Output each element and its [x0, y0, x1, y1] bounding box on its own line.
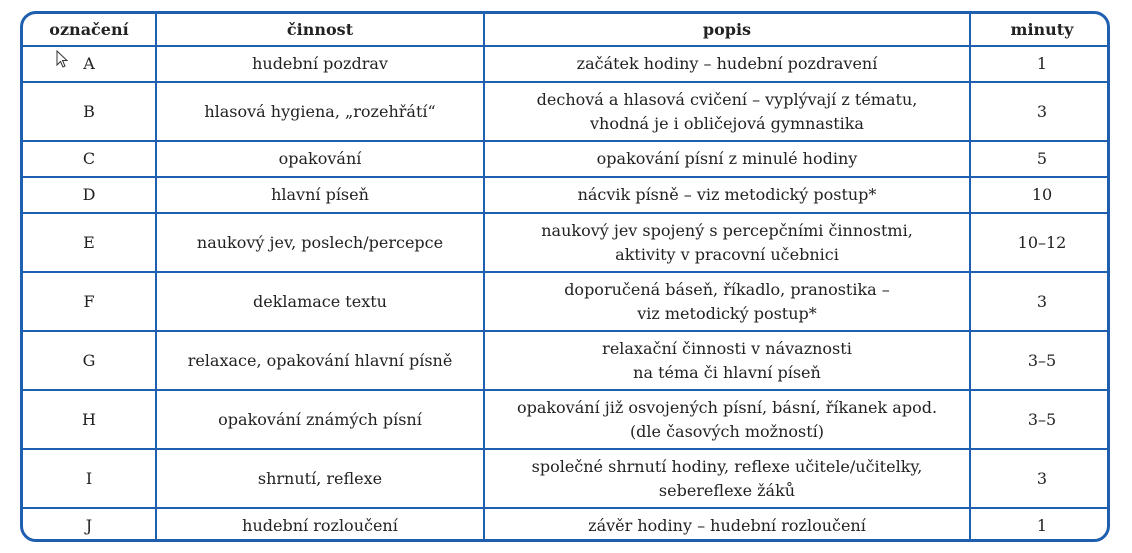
row-minutes: 3–5 — [970, 331, 1110, 390]
table-row — [23, 141, 1110, 177]
row-minutes: 3 — [970, 272, 1110, 331]
row-code: G — [23, 331, 156, 390]
row-minutes: 10–12 — [970, 213, 1110, 272]
row-minutes: 1 — [970, 46, 1110, 82]
header-code: označení — [23, 14, 156, 46]
row-code: H — [23, 390, 156, 449]
row-code: D — [23, 177, 156, 213]
row-description: dechová a hlasová cvičení – vyplývají z tématu, vhodná je i obličejová gymnastika — [484, 82, 970, 141]
table-row — [23, 46, 1110, 82]
row-description: nácvik písně – viz metodický postup* — [484, 177, 970, 213]
row-activity: shrnutí, reflexe — [156, 449, 484, 508]
row-activity: hudební pozdrav — [156, 46, 484, 82]
table-row — [23, 82, 1110, 141]
row-description: opakování již osvojených písní, básní, říkanek apod. (dle časových možností) — [484, 390, 970, 449]
row-activity: hudební rozloučení — [156, 508, 484, 542]
row-description: relaxační činnosti v návaznosti na téma či hlavní píseň — [484, 331, 970, 390]
header-minutes: minuty — [970, 14, 1110, 46]
row-description: závěr hodiny – hudební rozloučení — [484, 508, 970, 542]
lesson-plan-table — [23, 14, 1110, 542]
row-code: J — [23, 508, 156, 542]
table-row — [23, 213, 1110, 272]
row-minutes: 3 — [970, 82, 1110, 141]
row-description: opakování písní z minulé hodiny — [484, 141, 970, 177]
row-minutes: 5 — [970, 141, 1110, 177]
row-minutes: 1 — [970, 508, 1110, 542]
row-minutes: 3 — [970, 449, 1110, 508]
row-code: E — [23, 213, 156, 272]
row-activity: hlavní píseň — [156, 177, 484, 213]
row-description: společné shrnutí hodiny, reflexe učitele/učitelky, sebereflexe žáků — [484, 449, 970, 508]
row-activity: opakování — [156, 141, 484, 177]
table-row — [23, 390, 1110, 449]
row-code: I — [23, 449, 156, 508]
row-activity: opakování známých písní — [156, 390, 484, 449]
row-code: A — [23, 46, 156, 82]
table-row — [23, 272, 1110, 331]
table-row — [23, 331, 1110, 390]
row-code: C — [23, 141, 156, 177]
table-row — [23, 449, 1110, 508]
lesson-plan-table-frame — [20, 11, 1110, 542]
row-activity: relaxace, opakování hlavní písně — [156, 331, 484, 390]
table-header-row — [23, 14, 1110, 46]
row-activity: hlasová hygiena, „rozehřátí“ — [156, 82, 484, 141]
row-code: F — [23, 272, 156, 331]
row-activity: naukový jev, poslech/percepce — [156, 213, 484, 272]
row-description: začátek hodiny – hudební pozdravení — [484, 46, 970, 82]
row-activity: deklamace textu — [156, 272, 484, 331]
row-minutes: 10 — [970, 177, 1110, 213]
header-description: popis — [484, 14, 970, 46]
row-minutes: 3–5 — [970, 390, 1110, 449]
row-description: doporučená báseň, říkadlo, pranostika – viz metodický postup* — [484, 272, 970, 331]
row-code: B — [23, 82, 156, 141]
row-description: naukový jev spojený s percepčními činnostmi, aktivity v pracovní učebnici — [484, 213, 970, 272]
mouse-pointer-icon — [56, 50, 68, 68]
table-row — [23, 508, 1110, 542]
table-row — [23, 177, 1110, 213]
header-activity: činnost — [156, 14, 484, 46]
